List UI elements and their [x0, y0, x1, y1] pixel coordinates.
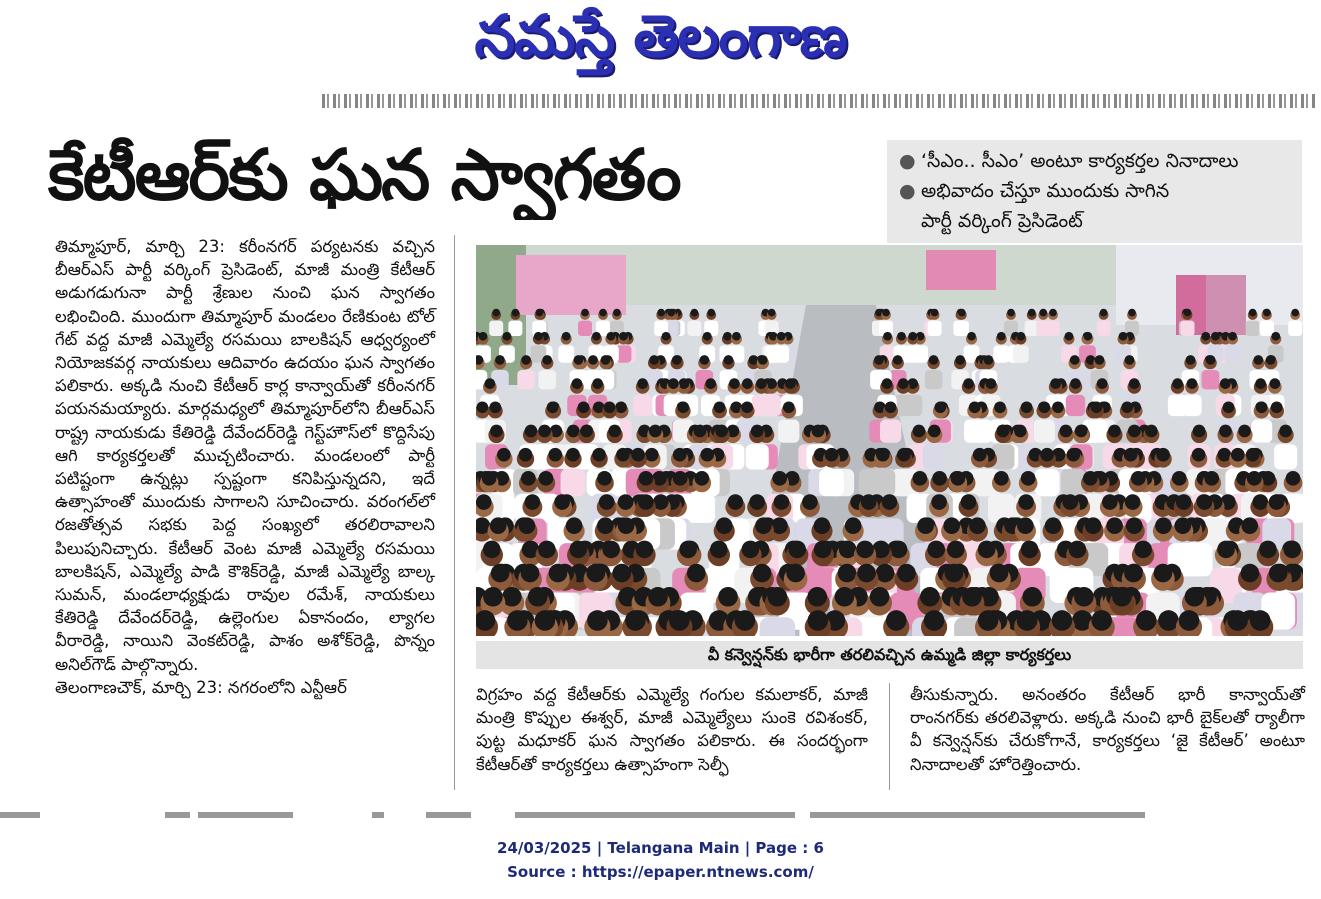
- article-paragraph: తెలంగాణచౌక్, మార్చి 23: నగరంలోని ఎన్టీఆర్: [55, 677, 347, 697]
- highlight-item: [897, 176, 1292, 206]
- article-paragraph: తీసుకున్నారు. అనంతరం కేటీఆర్ భారీ కాన్వాయ్‌తో రాంనగర్‌కు తరలివెళ్లారు. అక్కడి నుంచి భారీ బైక్‌లతో ర్యాలీగా వీ కన్వెన్షన్‌కు చేరుకోగానే, కార్యకర్తలు ‘జై కేటీఆర్’ అంటూ నినాదాలతో హోరెత్తించారు.: [910, 685, 1305, 774]
- highlight-item: [897, 146, 1292, 176]
- article-paragraph: తిమ్మాపూర్, మార్చి 23: కరీంనగర్ పర్యటనకు వచ్చిన బీఆర్ఎస్ పార్టీ వర్కింగ్ ప్రెసిడెంట్, మాజీ మంత్రి కేటీఆర్ అడుగడుగునా పార్టీ శ్రేణుల నుంచి ఘన స్వాగతం లభించింది. ముందుగా తిమ్మాపూర్ మండలం రేణికుంట టోల్ గేట్ వద్ద మాజీ ఎమ్మెల్యే రసమయి బాలకిషన్ ఆధ్వర్యంలో నియోజకవర్గ నాయకులు ఆదివారం ఉదయం ఘన స్వాగతం పలికారు. అక్కడి నుంచి కేటీఆర్ కార్ల కాన్వాయ్‌తో కరీంనగర్ పయనమయ్యారు. మార్గమధ్యలో తిమ్మాపూర్‌లోని బీఆర్ఎస్ రాష్ట్ర నాయకుడు కేతిరెడ్డి దేవేందర్‌రెడ్డి గెస్ట్‌హౌస్‌లో కొద్దిసేపు ఆగి కార్యకర్తలతో ముచ్చటించారు. మండలంలో పార్టీ పటిష్టంగా ఉన్నట్లు స్పష్టంగా కనిపిస్తున్నదని, ఇదే ఉత్సాహంతో ముందుకు సాగాలని సూచించారు. వరంగల్‌లో రజతోత్సవ సభకు పెద్ద సంఖ్యలో తరలిరావాలని పిలుపునిచ్చారు. కేటీఆర్ వెంట మాజీ ఎమ్మెల్యే రసమయి బాలకిషన్, ఎమ్మెల్యే పాడి కౌశిక్‌రెడ్డి, మాజీ ఎమ్మెల్యే బాల్క సుమన్, మండలాధ్యక్షుడు రావుల రమేశ్, నాయకులు కేతిరెడ్డి దేవేందర్‌రెడ్డి, ఉల్లెంగుల ఏకానందం, ల్యాగల వీరారెడ్డి, నాయిని వెంకట్‌రెడ్డి, పాశం అశోక్‌రెడ్డి, పొన్నం అనిల్‌గౌడ్ పాల్గొన్నారు.: [55, 237, 435, 674]
- bullet-icon: ●: [899, 150, 916, 172]
- article-column-3: [910, 683, 1305, 776]
- article-paragraph: విగ్రహం వద్ద కేటీఆర్‌కు ఎమ్మెల్యే గంగుల కమలాకర్, మాజీ మంత్రి కొప్పుల ఈశ్వర్, మాజీ ఎమ్మెల్యేలు సుంకె రవిశంకర్, పుట్ట మధూకర్ ఘన స్వాగతం పలికారు. ఈ సందర్భంగా కేటీఆర్‌తో కార్యకర్తలు ఉత్సాహంగా సెల్ఫీ: [476, 685, 868, 774]
- headline: కేటీఆర్‌కు ఘన స్వాగతం: [48, 134, 680, 216]
- article-column-1: [55, 235, 435, 699]
- highlight-text: అభివాదం చేస్తూ ముందుకు సాగిన: [921, 180, 1170, 202]
- footer: [0, 836, 1321, 884]
- highlights-box: [887, 140, 1302, 243]
- crowd-photo: [476, 245, 1303, 636]
- cropped-text-strip: [322, 94, 1317, 108]
- bullet-icon: ●: [899, 180, 916, 202]
- photo-caption: వీ కన్వెన్షన్‌కు భారీగా తరలివచ్చిన ఉమ్మడి జిల్లా కార్యకర్తలు: [476, 641, 1303, 669]
- footer-date-line: 24/03/2025 | Telangana Main | Page : 6: [497, 839, 824, 857]
- crowd-illustration: [476, 245, 1303, 636]
- column-divider: [889, 683, 890, 790]
- cropped-bottom-strip: [0, 804, 1321, 818]
- article-column-2: [476, 683, 868, 776]
- highlight-text: ‘సీఎం.. సీఎం’ అంటూ కార్యకర్తల నినాదాలు: [921, 150, 1239, 172]
- masthead: [0, 0, 1321, 80]
- column-divider: [454, 235, 455, 790]
- newspaper-logo: నమస్తే తెలంగాణ: [474, 2, 847, 70]
- footer-source-line: Source : https://epaper.ntnews.com/: [507, 863, 814, 881]
- highlight-continuation: పార్టీ వర్కింగ్ ప్రెసిడెంట్: [921, 210, 1083, 232]
